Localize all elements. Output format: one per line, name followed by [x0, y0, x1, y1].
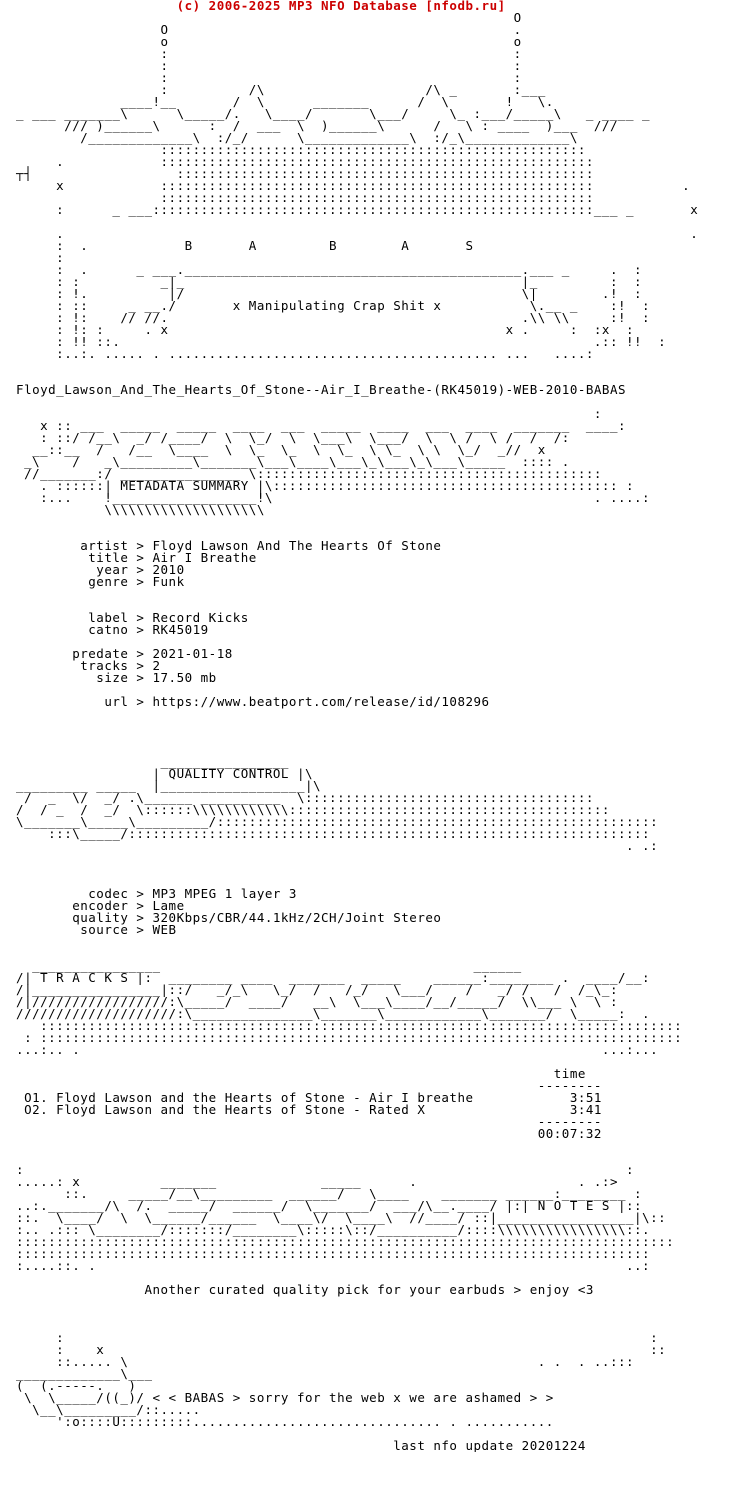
nfo-line: _ ___ _______\ \_____/. \____/ \___/ \_ :___/_____\ _ ____ _: [0, 106, 651, 121]
nfo-line: O .: [0, 22, 522, 37]
nfo-line: 00:07:32: [0, 1126, 602, 1141]
nfo-line: Floyd_Lawson_And_The_Hearts_Of_Stone--Air_I_Breathe-(RK45019)-WEB-2010-BABAS: [0, 382, 626, 397]
nfo-line: genre > Funk: [0, 574, 185, 589]
nfo-line: : :: [0, 1330, 659, 1345]
nfo-line: ::. _____/__\_________ ______/ \____ _______ ______:________ :: [0, 1186, 643, 1201]
nfo-line: :::::::::::::::::::::::::::::::::::::::::::::::::::::::::::::::::::::::::::::::: [0, 1246, 651, 1261]
nfo-line: /| T R A C K S |: ________ ____ _______ _____ ______:________ . ____/__:: [0, 970, 651, 985]
nfo-line: ::::::::::::::::::::::::::::::::::::::::::::::::::::::: [0, 190, 594, 205]
nfo-line: : :: _ __./ x Manipulating Crap Shit x \.__ _ :! :: [0, 298, 651, 313]
nfo-line: : . B A B A S: [0, 238, 474, 253]
nfo-line: :.. .::: \________/:::::::/________\:::::\::/__________/::::\\\\\\\\\\\\\\\\::.: [0, 1222, 651, 1237]
nfo-line: _\ / _\_________\_______\___\____\___\_\___\_\___\_____ :::: .: [0, 454, 570, 469]
nfo-line: O1. Floyd Lawson and the Hearts of Stone - Air I breathe 3:51: [0, 1090, 602, 1105]
nfo-line: catno > RK45019: [0, 622, 209, 637]
nfo-line: : :: [0, 1162, 635, 1177]
nfo-line: size > 17.50 mb: [0, 670, 217, 685]
nfo-line: /// )______\ : / ___ \ )______\ / \ : ____ )___ ///: [0, 118, 618, 133]
nfo-line: ( (.-----. ): [0, 1378, 153, 1393]
nfo-line: . .: [0, 226, 699, 241]
nfo-line: : !. |/ \| .! :: [0, 286, 643, 301]
nfo-line: /_____________\ :/_/ \_____________\ :/_\_____________\: [0, 130, 578, 145]
nfo-line: title > Air I Breathe: [0, 550, 257, 565]
nfo-line: _________ _____ |__________________|\: [0, 778, 322, 793]
nfo-line: ::. \____/ \ \______/______ \____\/ \____\ //____/ ::|_________________|\::: [0, 1210, 667, 1225]
nfo-line: \__\_________/::.....: [0, 1402, 201, 1417]
nfo-line: : :: [0, 58, 522, 73]
nfo-line: :..:. ..... . ......................................... ... ....:: [0, 346, 594, 361]
nfo-line: :: [0, 250, 65, 265]
nfo-line: / _ \/ _/ .\______ __________ \::::::::::::::::::::::::::::::::::::: [0, 790, 594, 805]
nfo-line: : x ::: [0, 1342, 667, 1357]
nfo-line: Another curated quality pick for your earbuds > enjoy <3: [0, 1282, 594, 1297]
nfo-line: --------: [0, 1114, 602, 1129]
nfo-line: :::::::::::::::::::::::::::::::::::::::::::::::::::::: [0, 142, 586, 157]
nfo-line: x :::::::::::::::::::::::::::::::::::::::::::::::::::::: .: [0, 178, 691, 193]
nfo-line: encoder > Lame: [0, 898, 185, 913]
nfo-line: : :: [0, 70, 522, 85]
nfo-line: source > WEB: [0, 922, 177, 937]
nfo-line: last nfo update 20201224: [0, 1438, 586, 1452]
nfo-line: o o: [0, 34, 522, 49]
nfo-line: predate > 2021-01-18: [0, 646, 233, 661]
nfo-line: year > 2010: [0, 562, 185, 577]
nfo-line: codec > MP3 MPEG 1 layer 3: [0, 886, 297, 901]
nfo-line: : : _|_ |_ : :: [0, 274, 643, 289]
nfo-line: | QUALITY CONTROL |\: [0, 766, 313, 781]
nfo-line: label > Record Kicks: [0, 610, 249, 625]
nfo-header-line: (c) 2006-2025 MP3 NFO Database [nfodb.ru]: [0, 0, 506, 13]
nfo-line: :::\_____/:::::::::::::::::::::::::::::::::::::::::::::::::::::::::::::::::: [0, 826, 651, 841]
nfo-line: quality > 320Kbps/CBR/44.1kHz/2CH/Joint Stereo: [0, 910, 442, 925]
nfo-line: _____________\___: [0, 1366, 153, 1381]
nfo-line: : !! ::. .:: !! :: [0, 334, 667, 349]
nfo-line: \ \_____/((_)/ < < BABAS > sorry for the web x we are ashamed > >: [0, 1390, 554, 1405]
nfo-line: ':o::::U:::::::::............................... . ...........: [0, 1414, 554, 1429]
nfo-line: //_______:/ _______________ \:::::::::::::::::::::::::::::::::::::::::::: [0, 466, 602, 481]
nfo-line: . ::::::| METADATA SUMMARY |\::::::::::::::::::::::::::::::::::::::::::: :: [0, 478, 635, 493]
nfo-line: : _ ___:::::::::::::::::::::::::::::::::::::::::::::::::::::::___ _ x: [0, 202, 699, 217]
nfo-line: :... !__________________!\ . ....:: [0, 490, 651, 505]
nfo-line: : /\ /\ _ :___: [0, 82, 546, 97]
nfo-line: : ::::::::::::::::::::::::::::::::::::::::::::::::::::::::::::::::::::::::::::::::: [0, 1030, 683, 1045]
nfo-line: ________________: [0, 754, 289, 769]
nfo-line: ...:.. . ...:...: [0, 1042, 659, 1057]
nfo-line: ////////////////////:\_______________\_______\____________\_______/ \_____: .: [0, 1006, 651, 1021]
nfo-line: __::__ / /__ \____ \ \_ \_ \ \_ \ \_ \ \ \_/ _// x: [0, 442, 546, 457]
nfo-line: : :: [0, 46, 522, 61]
nfo-line: ____!__ / \ _______ / \ ! \.: [0, 94, 554, 109]
nfo-line: / / _ / _/ \::::::\\\\\\\\\\\\::::::::::::::::::::::::::::::::::::::::: [0, 802, 610, 817]
nfo-line: :: [0, 406, 602, 421]
nfo-line: /|/////////////////:\_____/ ____/ __\ \___\____/__/_____/ \\___ \ \ :: [0, 994, 618, 1009]
nfo-line: O2. Floyd Lawson and the Hearts of Stone - Rated X 3:41: [0, 1102, 602, 1117]
nfo-line: x :: ___ _____ _____ ____ ___ _____ ____ ___ ____ _______ ____:: [0, 418, 626, 433]
nfo-line: /|________________|::/ _/_\ \_/ / /_/ \___/ / _/ / / /_\_:: [0, 982, 618, 997]
nfo-line: O: [0, 10, 522, 25]
nfo-line: : . _ ___.__________________________________________.___ _ . :: [0, 262, 643, 277]
nfo-line: tracks > 2: [0, 658, 161, 673]
nfo-line: artist > Floyd Lawson And The Hearts Of Stone: [0, 538, 442, 553]
nfo-line: --------: [0, 1078, 602, 1093]
nfo-line: \_______\_____\_________/:::::::::::::::::::::::::::::::::::::::::::::::::::::::: [0, 814, 659, 829]
nfo-line: : !: // //. .\\ \\ :! :: [0, 310, 651, 325]
nfo-line: . .:: [0, 838, 659, 853]
nfo-line: : !: : . x x . : :x :: [0, 322, 635, 337]
nfo-line: time: [0, 1066, 586, 1081]
nfo-line: . ::::::::::::::::::::::::::::::::::::::::::::::::::::::: [0, 154, 594, 169]
nfo-line: \\\\\\\\\\\\\\\\\\\\: [0, 502, 265, 517]
nfo-line: ┬┤ ::::::::::::::::::::::::::::::::::::::::::::::::::::: [0, 166, 594, 181]
nfo-line: ________________ ______: [0, 958, 522, 973]
nfo-line: ::::::::::::::::::::::::::::::::::::::::::::::::::::::::::::::::::::::::::::::::::: [0, 1234, 675, 1249]
nfo-line: :....::. . ..:: [0, 1258, 651, 1273]
nfo-line: ..:._______/\ /. _____/ ______/ \_______/ ___/\__.____/ |:| N O T E S |::: [0, 1198, 643, 1213]
nfo-line: ::::::::::::::::::::::::::::::::::::::::::::::::::::::::::::::::::::::::::::::::: [0, 1018, 683, 1033]
nfo-line: ::..... \ . . . ..:::: [0, 1354, 635, 1369]
nfo-line: : ::/ /__\ _/ /____/ \ \_/ \ \___\ \___/ \ \ / \ / / /:: [0, 430, 570, 445]
nfo-line: .....: x _______ _____ . . .:>: [0, 1174, 618, 1189]
nfo-line: url > https://www.beatport.com/release/id/108296: [0, 694, 490, 709]
